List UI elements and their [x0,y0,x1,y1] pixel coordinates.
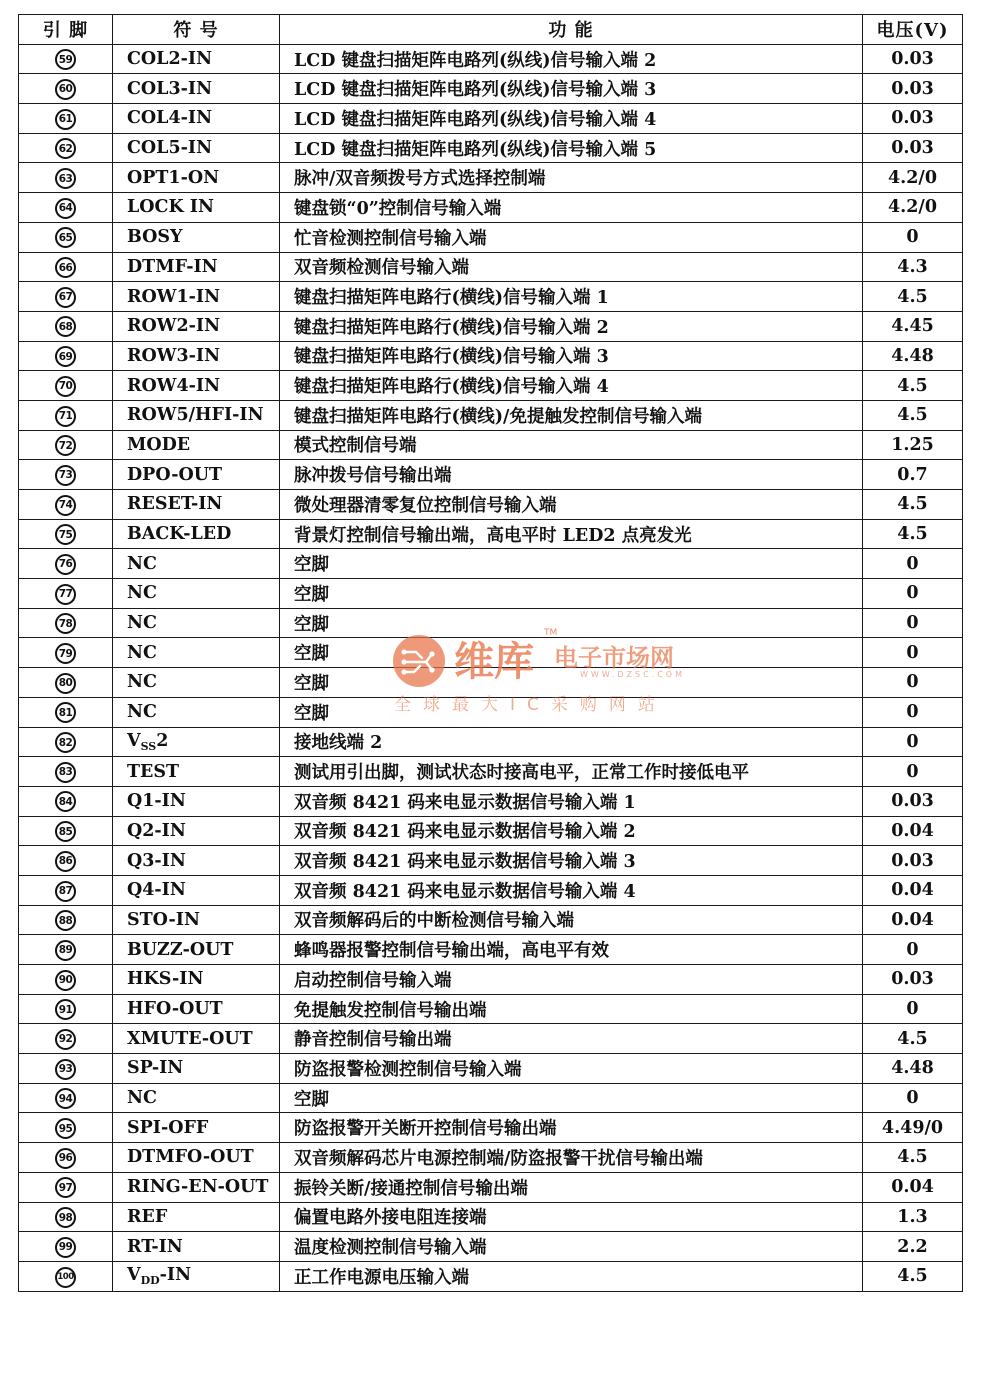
header-pin: 引 脚 [19,15,113,45]
table-row [19,1083,963,1113]
pin-number-badge: 62 [55,138,76,159]
function-cell: 偏置电路外接电阻连接端 [280,1202,863,1232]
symbol-cell: ROW4-IN [113,371,280,401]
function-cell: 空脚 [280,549,863,579]
pin-cell [19,371,113,401]
table-row [19,252,963,282]
function-cell: 微处理器清零复位控制信号输入端 [280,490,863,520]
table-row [19,965,963,995]
table-row [19,74,963,104]
pin-number-badge: 95 [55,1118,76,1139]
table-row [19,1261,963,1291]
pin-number-badge: 82 [55,732,76,753]
symbol-cell: NC [113,638,280,668]
table-row [19,697,963,727]
voltage-cell: 0 [863,1083,963,1113]
table-row [19,490,963,520]
pin-number-badge: 97 [55,1177,76,1198]
table-row [19,668,963,698]
pin-cell [19,104,113,134]
function-cell: LCD 键盘扫描矩阵电路列(纵线)信号输入端 5 [280,133,863,163]
function-cell: 忙音检测控制信号输入端 [280,222,863,252]
symbol-cell: NC [113,668,280,698]
pin-cell [19,816,113,846]
watermark-brand: 电子市场网 [554,644,674,672]
table-row [19,222,963,252]
table-row [19,1143,963,1173]
header-voltage: 电压(V) [863,15,963,45]
pin-cell [19,638,113,668]
function-cell: 键盘扫描矩阵电路行(横线)信号输入端 4 [280,371,863,401]
table-row [19,1113,963,1143]
pin-function-table [18,14,963,1292]
symbol-cell: ROW1-IN [113,282,280,312]
voltage-cell: 0.04 [863,1172,963,1202]
table-row [19,638,963,668]
symbol-cell: COL5-IN [113,133,280,163]
pin-cell [19,668,113,698]
voltage-cell: 1.3 [863,1202,963,1232]
voltage-cell: 0.03 [863,786,963,816]
pin-number-badge: 67 [55,287,76,308]
voltage-cell: 0 [863,994,963,1024]
table-row [19,44,963,74]
pin-cell [19,786,113,816]
function-cell: 脉冲拨号信号输出端 [280,460,863,490]
voltage-cell: 0.03 [863,965,963,995]
table-row [19,1172,963,1202]
function-cell: 双音频 8421 码来电显示数据信号输入端 2 [280,816,863,846]
symbol-cell: BOSY [113,222,280,252]
pin-number-badge: 71 [55,406,76,427]
header-function: 功 能 [280,15,863,45]
pin-number-badge: 86 [55,851,76,872]
symbol-cell: Q1-IN [113,786,280,816]
symbol-cell: $V_{SS}2$ [113,727,280,757]
pin-cell [19,222,113,252]
function-cell: 双音频 8421 码来电显示数据信号输入端 4 [280,875,863,905]
voltage-cell: 4.49/0 [863,1113,963,1143]
pin-cell [19,44,113,74]
symbol-cell: DTMFO-OUT [113,1143,280,1173]
voltage-cell: 0 [863,697,963,727]
pin-number-badge: 88 [55,910,76,931]
pin-number-badge: 94 [55,1088,76,1109]
voltage-cell: 0.03 [863,44,963,74]
header-row [19,15,963,45]
pin-number-badge: 74 [55,495,76,516]
voltage-cell: 2.2 [863,1232,963,1262]
table-row [19,519,963,549]
symbol-cell: ROW2-IN [113,311,280,341]
symbol-cell: NC [113,579,280,609]
table-row [19,104,963,134]
pin-number-badge: 98 [55,1207,76,1228]
pin-cell [19,1083,113,1113]
pin-number-badge: 65 [55,227,76,248]
table-row [19,994,963,1024]
symbol-cell: Q4-IN [113,875,280,905]
pin-cell [19,1172,113,1202]
voltage-cell: 0 [863,935,963,965]
voltage-cell: 0 [863,757,963,787]
pin-number-badge: 84 [55,791,76,812]
function-cell: 振铃关断/接通控制信号输出端 [280,1172,863,1202]
function-cell: LCD 键盘扫描矩阵电路列(纵线)信号输入端 3 [280,74,863,104]
symbol-cell: ROW5/HFI-IN [113,400,280,430]
pin-number-badge: 91 [55,999,76,1020]
pin-cell [19,282,113,312]
table-row [19,460,963,490]
function-cell: 双音频 8421 码来电显示数据信号输入端 3 [280,846,863,876]
pin-number-badge: 72 [55,435,76,456]
function-cell: LCD 键盘扫描矩阵电路列(纵线)信号输入端 4 [280,104,863,134]
pin-number-badge: 68 [55,316,76,337]
function-cell: 键盘扫描矩阵电路行(横线)信号输入端 3 [280,341,863,371]
voltage-cell: 1.25 [863,430,963,460]
pin-cell [19,430,113,460]
symbol-cell: RING-EN-OUT [113,1172,280,1202]
voltage-cell: 0 [863,638,963,668]
function-cell: 空脚 [280,697,863,727]
table-row [19,430,963,460]
voltage-cell: 4.3 [863,252,963,282]
pin-cell [19,1113,113,1143]
table-row [19,193,963,223]
symbol-cell: Q2-IN [113,816,280,846]
watermark-tm: TM [544,628,558,638]
table-row [19,935,963,965]
table-row [19,371,963,401]
symbol-cell: COL2-IN [113,44,280,74]
pin-cell [19,252,113,282]
pin-cell [19,757,113,787]
function-cell: 模式控制信号端 [280,430,863,460]
pin-cell [19,935,113,965]
function-cell: 空脚 [280,1083,863,1113]
voltage-cell: 4.5 [863,282,963,312]
pin-number-badge: 63 [55,168,76,189]
pin-cell [19,1054,113,1084]
pin-cell [19,1261,113,1291]
pin-cell [19,163,113,193]
symbol-cell: SP-IN [113,1054,280,1084]
symbol-cell: Q3-IN [113,846,280,876]
pin-number-badge: 92 [55,1029,76,1050]
table-row [19,846,963,876]
function-cell: 双音频 8421 码来电显示数据信号输入端 1 [280,786,863,816]
voltage-cell: 4.5 [863,519,963,549]
pin-cell [19,400,113,430]
pin-cell [19,965,113,995]
voltage-cell: 0.7 [863,460,963,490]
table-row [19,341,963,371]
voltage-cell: 0.03 [863,104,963,134]
pin-cell [19,519,113,549]
function-cell: 启动控制信号输入端 [280,965,863,995]
symbol-cell: COL3-IN [113,74,280,104]
table-row [19,163,963,193]
function-cell: 空脚 [280,638,863,668]
pin-cell [19,74,113,104]
symbol-cell: RT-IN [113,1232,280,1262]
symbol-cell: LOCK IN [113,193,280,223]
symbol-cell: XMUTE-OUT [113,1024,280,1054]
voltage-cell: 0.04 [863,816,963,846]
symbol-cell: HKS-IN [113,965,280,995]
pin-number-badge: 59 [55,49,76,70]
voltage-cell: 0 [863,549,963,579]
pin-cell [19,1143,113,1173]
table-row [19,757,963,787]
voltage-cell: 0.03 [863,133,963,163]
function-cell: 防盗报警开关断开控制信号输出端 [280,1113,863,1143]
pin-cell [19,579,113,609]
voltage-cell: 0 [863,727,963,757]
pin-cell [19,341,113,371]
pin-cell [19,133,113,163]
function-cell: 空脚 [280,668,863,698]
symbol-cell: HFO-OUT [113,994,280,1024]
symbol-cell: STO-IN [113,905,280,935]
pin-cell [19,1024,113,1054]
function-cell: 键盘扫描矩阵电路行(横线)/免提触发控制信号输入端 [280,400,863,430]
pin-number-badge: 100 [55,1267,76,1288]
voltage-cell: 4.5 [863,400,963,430]
function-cell: 键盘扫描矩阵电路行(横线)信号输入端 2 [280,311,863,341]
table-row [19,311,963,341]
function-cell: 正工作电源电压输入端 [280,1261,863,1291]
table-row [19,1054,963,1084]
pin-cell [19,697,113,727]
pin-number-badge: 83 [55,762,76,783]
pin-number-badge: 77 [55,584,76,605]
function-cell: 键盘扫描矩阵电路行(横线)信号输入端 1 [280,282,863,312]
pin-cell [19,727,113,757]
symbol-cell: DPO-OUT [113,460,280,490]
table-row [19,727,963,757]
symbol-cell: $V_{DD}-IN$ [113,1261,280,1291]
symbol-cell: NC [113,1083,280,1113]
table-row [19,608,963,638]
pin-number-badge: 87 [55,881,76,902]
pin-cell [19,994,113,1024]
voltage-cell: 0.03 [863,74,963,104]
function-cell: 防盗报警检测控制信号输入端 [280,1054,863,1084]
table-row [19,905,963,935]
pin-number-badge: 75 [55,524,76,545]
table-row [19,1232,963,1262]
pin-number-badge: 96 [55,1148,76,1169]
symbol-cell: COL4-IN [113,104,280,134]
table-row [19,282,963,312]
header-symbol: 符 号 [113,15,280,45]
voltage-cell: 4.2/0 [863,193,963,223]
function-cell: 免提触发控制信号输出端 [280,994,863,1024]
table-row [19,579,963,609]
table-row [19,1202,963,1232]
function-cell: 双音频检测信号输入端 [280,252,863,282]
watermark-url: WWW.DZSC.COM [580,670,685,679]
function-cell: LCD 键盘扫描矩阵电路列(纵线)信号输入端 2 [280,44,863,74]
pin-number-badge: 79 [55,643,76,664]
symbol-cell: NC [113,697,280,727]
pin-cell [19,193,113,223]
pin-number-badge: 73 [55,465,76,486]
voltage-cell: 0 [863,668,963,698]
voltage-cell: 4.48 [863,1054,963,1084]
pin-number-badge: 64 [55,198,76,219]
watermark-main: 维库 [454,639,534,685]
symbol-cell: ROW3-IN [113,341,280,371]
pin-number-badge: 90 [55,970,76,991]
pin-number-badge: 69 [55,346,76,367]
pin-number-badge: 99 [55,1237,76,1258]
voltage-cell: 4.5 [863,490,963,520]
watermark-slogan: 全球最大IC采购网站 [394,695,667,715]
function-cell: 测试用引出脚，测试状态时接高电平，正常工作时接低电平 [280,757,863,787]
voltage-cell: 4.5 [863,1143,963,1173]
pin-number-badge: 80 [55,673,76,694]
pin-cell [19,490,113,520]
voltage-cell: 4.45 [863,311,963,341]
pin-cell [19,549,113,579]
table-row [19,786,963,816]
pin-cell [19,875,113,905]
pin-number-badge: 70 [55,376,76,397]
pin-number-badge: 78 [55,613,76,634]
symbol-cell: DTMF-IN [113,252,280,282]
voltage-cell: 0.03 [863,846,963,876]
voltage-cell: 0 [863,222,963,252]
voltage-cell: 0.04 [863,875,963,905]
function-cell: 背景灯控制信号输出端，高电平时 LED2 点亮发光 [280,519,863,549]
symbol-cell: BACK-LED [113,519,280,549]
function-cell: 脉冲/双音频拨号方式选择控制端 [280,163,863,193]
pin-number-badge: 85 [55,821,76,842]
symbol-cell: MODE [113,430,280,460]
function-cell: 温度检测控制信号输入端 [280,1232,863,1262]
function-cell: 空脚 [280,579,863,609]
pin-number-badge: 93 [55,1059,76,1080]
symbol-cell: BUZZ-OUT [113,935,280,965]
function-cell: 键盘锁“0”控制信号输入端 [280,193,863,223]
voltage-cell: 0 [863,608,963,638]
voltage-cell: 4.5 [863,1261,963,1291]
table-row [19,549,963,579]
symbol-cell: TEST [113,757,280,787]
function-cell: 双音频解码后的中断检测信号输入端 [280,905,863,935]
symbol-cell: SPI-OFF [113,1113,280,1143]
pin-cell [19,1202,113,1232]
symbol-cell: REF [113,1202,280,1232]
pin-cell [19,846,113,876]
voltage-cell: 4.5 [863,1024,963,1054]
pin-cell [19,460,113,490]
table-row [19,1024,963,1054]
function-cell: 静音控制信号输出端 [280,1024,863,1054]
function-cell: 空脚 [280,608,863,638]
function-cell: 蜂鸣器报警控制信号输出端，高电平有效 [280,935,863,965]
function-cell: 双音频解码芯片电源控制端/防盗报警干扰信号输出端 [280,1143,863,1173]
pin-number-badge: 66 [55,257,76,278]
symbol-cell: NC [113,549,280,579]
symbol-cell: RESET-IN [113,490,280,520]
table-row [19,816,963,846]
pin-number-badge: 76 [55,554,76,575]
table-row [19,400,963,430]
pin-cell [19,905,113,935]
pin-number-badge: 89 [55,940,76,961]
pin-cell [19,608,113,638]
voltage-cell: 4.2/0 [863,163,963,193]
voltage-cell: 4.5 [863,371,963,401]
pin-number-badge: 60 [55,79,76,100]
pin-number-badge: 81 [55,702,76,723]
pin-number-badge: 61 [55,109,76,130]
pin-cell [19,1232,113,1262]
voltage-cell: 4.48 [863,341,963,371]
symbol-cell: NC [113,608,280,638]
table-row [19,875,963,905]
function-cell: 接地线端 2 [280,727,863,757]
table-row [19,133,963,163]
pin-cell [19,311,113,341]
symbol-cell: OPT1-ON [113,163,280,193]
voltage-cell: 0 [863,579,963,609]
voltage-cell: 0.04 [863,905,963,935]
